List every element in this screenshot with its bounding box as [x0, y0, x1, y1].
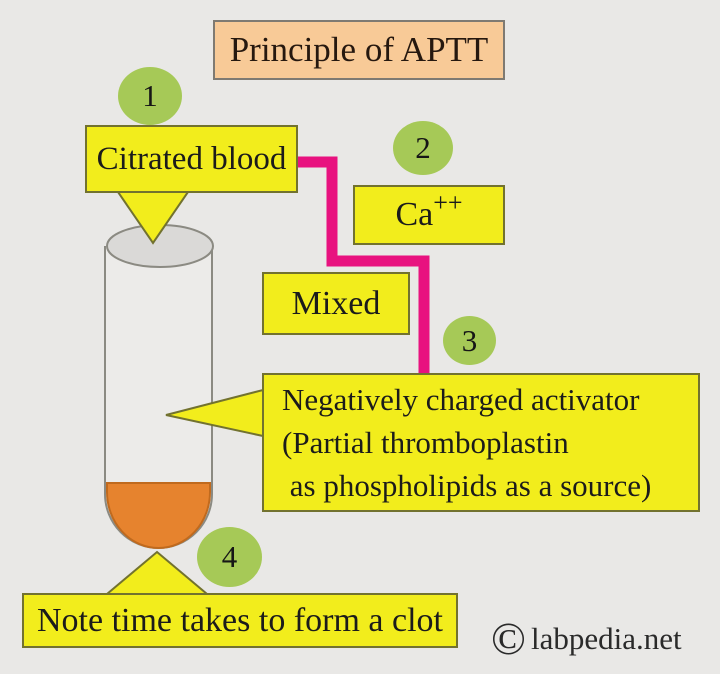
activator-line-3: as phospholipids as a source) [282, 468, 652, 503]
watermark [491, 613, 682, 664]
mixed-label [262, 272, 410, 335]
step-circle-1 [118, 67, 182, 125]
clot-time-note-text: Note time takes to form a clot [37, 601, 443, 639]
watermark-site-text: labpedia.net [530, 621, 682, 656]
activator-line-2: (Partial thromboplastin [282, 425, 569, 460]
test-tube-opening [107, 225, 213, 267]
step-number-1: 1 [142, 78, 158, 113]
activator-label [262, 373, 700, 512]
step-circle-4 [197, 527, 262, 587]
step-circle-3 [443, 316, 496, 365]
citrated-blood-text: Citrated blood [96, 140, 287, 177]
diagram-title-text: Principle of APTT [229, 30, 489, 69]
calcium-symbol: Ca [395, 196, 434, 233]
copyright-icon: © [491, 613, 526, 664]
step-number-3: 3 [461, 322, 478, 358]
citrated-blood-label [85, 125, 298, 193]
clot-in-tube [107, 483, 210, 548]
activator-line-1: Negatively charged activator [282, 382, 640, 417]
mixed-text: Mixed [291, 284, 381, 322]
clot-time-note-label [22, 593, 458, 648]
calcium-charge-superscript: ++ [433, 188, 463, 217]
diagram-title [213, 20, 505, 80]
step-circle-2 [393, 121, 453, 175]
calcium-label [353, 185, 505, 245]
step-number-4: 4 [221, 539, 238, 574]
step-number-2: 2 [415, 130, 431, 165]
